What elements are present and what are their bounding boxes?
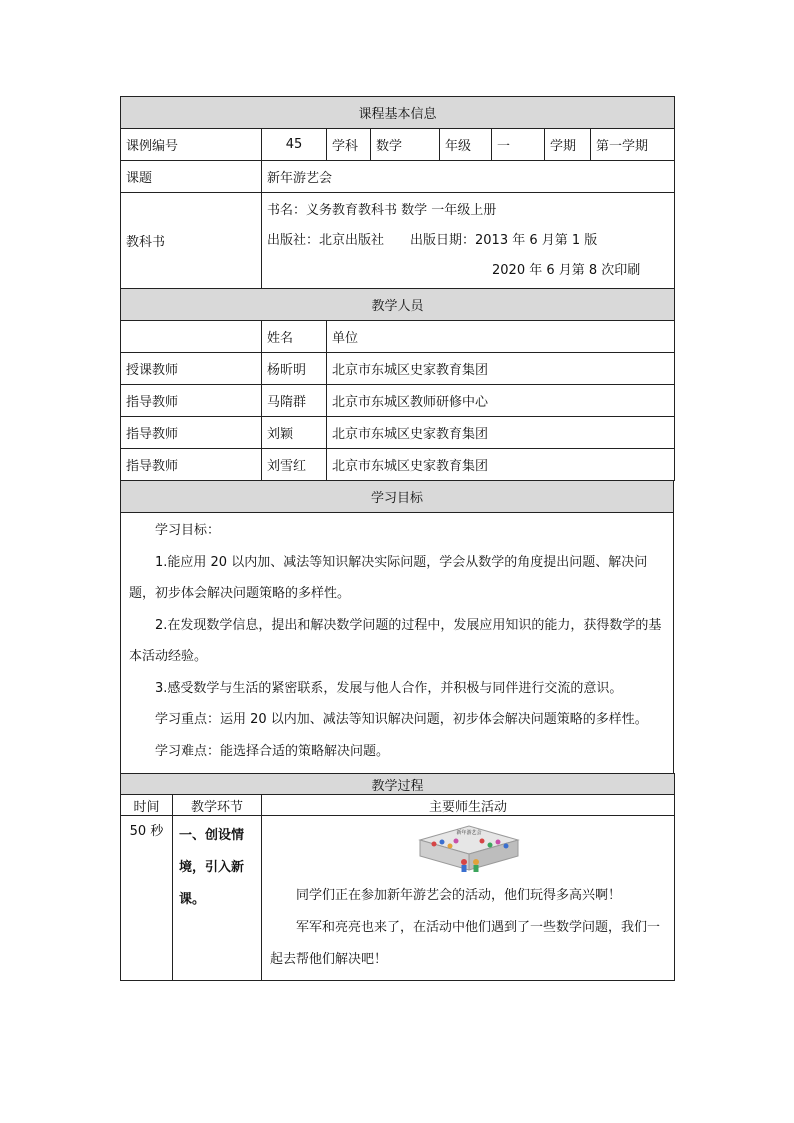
topic-value: 新年游艺会 bbox=[262, 161, 675, 193]
subject-label: 学科 bbox=[327, 129, 371, 161]
lesson-plan-page bbox=[120, 96, 674, 981]
process-time: 50 秒 bbox=[121, 816, 173, 981]
goal-3: 3.感受数学与生活的紧密联系，发展与他人合作，并积极与同伴进行交流的意识。 bbox=[155, 680, 623, 696]
textbook-label: 教科书 bbox=[121, 193, 262, 289]
process-col-activity: 主要师生活动 bbox=[262, 795, 675, 816]
staff-name: 刘雪红 bbox=[262, 449, 327, 481]
subject-value: 数学 bbox=[371, 129, 440, 161]
staff-unit: 北京市东城区史家教育集团 bbox=[327, 449, 675, 481]
topic-label: 课题 bbox=[121, 161, 262, 193]
staff-empty-cell bbox=[121, 321, 262, 353]
grade-label: 年级 bbox=[440, 129, 492, 161]
staff-name: 刘颖 bbox=[262, 417, 327, 449]
table-row bbox=[121, 449, 675, 481]
goal-1: 1.能应用 20 以内加、减法等知识解决实际问题，学会从数学的角度提出问题、解决问题，初步体会解决问题策略的多样性。 bbox=[129, 554, 648, 601]
basic-info-table bbox=[120, 96, 675, 289]
term-value: 第一学期 bbox=[591, 129, 675, 161]
key-point: 学习重点：运用 20 以内加、减法等知识解决问题，初步体会解决问题策略的多样性。 bbox=[155, 712, 648, 727]
staff-unit: 北京市东城区史家教育集团 bbox=[327, 417, 675, 449]
case-no-value: 45 bbox=[262, 129, 327, 161]
grade-value: 一 bbox=[492, 129, 545, 161]
goals-content bbox=[121, 513, 674, 774]
staff-header: 教学人员 bbox=[121, 289, 675, 321]
activity-paragraph-2: 军军和亮亮也来了，在活动中他们遇到了一些数学问题，我们一起去帮他们解决吧！ bbox=[270, 920, 661, 967]
illustration-title: 新年游艺会 bbox=[456, 830, 482, 836]
staff-col-name: 姓名 bbox=[262, 321, 327, 353]
table-row bbox=[121, 353, 675, 385]
goals-header: 学习目标 bbox=[121, 481, 674, 513]
goals-intro: 学习目标： bbox=[155, 523, 221, 538]
staff-role: 授课教师 bbox=[121, 353, 262, 385]
staff-unit: 北京市东城区教师研修中心 bbox=[327, 385, 675, 417]
table-row bbox=[121, 417, 675, 449]
term-label: 学期 bbox=[545, 129, 591, 161]
process-col-step: 教学环节 bbox=[173, 795, 262, 816]
activity-paragraph-1: 同学们正在参加新年游艺会的活动，他们玩得多高兴啊！ bbox=[296, 888, 622, 903]
staff-role: 指导教师 bbox=[121, 449, 262, 481]
textbook-line-3: 2020 年 6 月第 8 次印刷 bbox=[492, 262, 641, 278]
staff-unit: 北京市东城区史家教育集团 bbox=[327, 353, 675, 385]
process-step: 一、创设情境，引入新课。 bbox=[173, 816, 262, 981]
staff-name: 马隋群 bbox=[262, 385, 327, 417]
textbook-info bbox=[262, 193, 675, 289]
table-row bbox=[121, 385, 675, 417]
basic-info-header: 课程基本信息 bbox=[121, 97, 675, 129]
staff-col-unit: 单位 bbox=[327, 321, 675, 353]
process-table bbox=[120, 773, 675, 981]
process-col-time: 时间 bbox=[121, 795, 173, 816]
goals-table bbox=[120, 480, 674, 774]
difficulty-point: 学习难点：能选择合适的策略解决问题。 bbox=[155, 743, 390, 759]
textbook-line-2: 出版社：北京出版社 出版日期：2013 年 6 月第 1 版 bbox=[267, 232, 598, 248]
fair-illustration bbox=[414, 822, 524, 878]
staff-table bbox=[120, 288, 675, 481]
staff-name: 杨昕明 bbox=[262, 353, 327, 385]
case-no-label: 课例编号 bbox=[121, 129, 262, 161]
staff-role: 指导教师 bbox=[121, 417, 262, 449]
goal-2: 2.在发现数学信息，提出和解决数学问题的过程中，发展应用知识的能力，获得数学的基本活动经验。 bbox=[129, 617, 662, 664]
table-row bbox=[121, 816, 675, 981]
staff-role: 指导教师 bbox=[121, 385, 262, 417]
process-activity bbox=[262, 816, 675, 981]
textbook-line-1: 书名：义务教育教科书 数学 一年级上册 bbox=[267, 202, 497, 218]
process-header: 教学过程 bbox=[121, 774, 675, 795]
